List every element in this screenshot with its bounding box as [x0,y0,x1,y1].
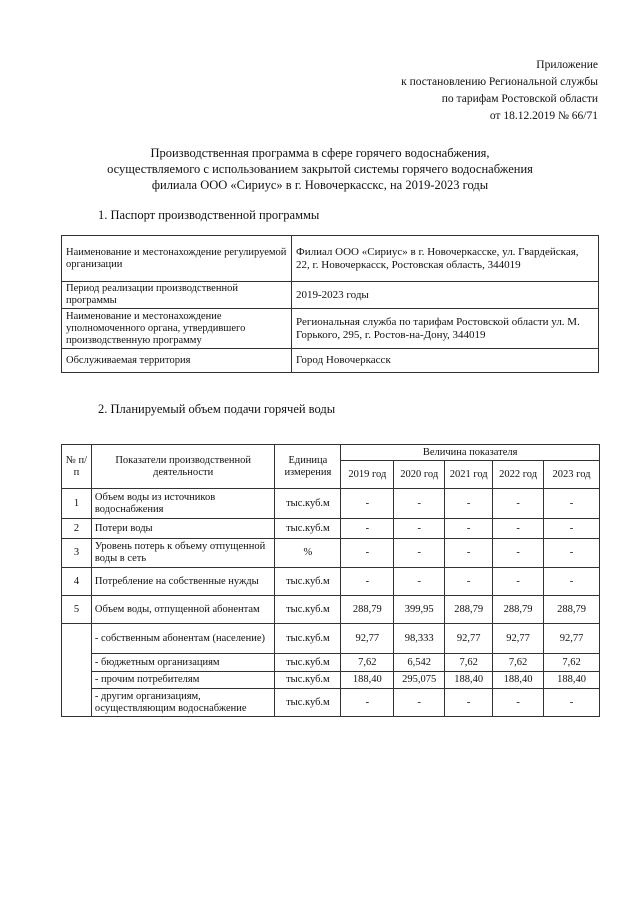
table-row [62,654,600,672]
row-value: 288,79 [493,596,544,624]
appendix-line: Приложение [536,59,598,71]
row-value: - [394,519,445,539]
table-row [62,309,599,349]
row-unit: тыс.куб.м [275,596,341,624]
row-num: 5 [62,596,92,624]
row-value: 399,95 [394,596,445,624]
row-value: - [493,568,544,596]
row-value: - [493,539,544,568]
row-unit: тыс.куб.м [275,519,341,539]
header-indicator: Показатели производственной деятельности [91,445,275,489]
section-2-heading: 2. Планируемый объем подачи горячей воды [98,402,336,416]
row-value: - [445,568,493,596]
title-line: филиала ООО «Сириус» в г. Новочеркасскс, на 2019-2023 годы [151,178,489,192]
row-value: 188,40 [445,672,493,689]
row-num: 4 [62,568,92,596]
passport-label: Наименование и местонахождение регулируемой организации [62,236,292,282]
row-value: - [445,519,493,539]
title-line: Производственная программа в сфере горячего водоснабжения, [150,146,490,160]
table-row [62,519,600,539]
row-unit: тыс.куб.м [275,489,341,519]
row-value: - [394,489,445,519]
row-name: Объем воды, отпущенной абонентам [91,596,275,624]
row-value: - [394,568,445,596]
table-row [62,596,600,624]
passport-value: Региональная служба по тарифам Ростовской области ул. М. Горького, 295, г. Ростов-на-Дону, 344019 [292,309,599,349]
row-name: Уровень потерь к объему отпущенной воды в сеть [91,539,275,568]
row-name: Потери воды [91,519,275,539]
row-value: 92,77 [493,624,544,654]
passport-value: 2019-2023 годы [292,282,599,309]
row-name: Потребление на собственные нужды [91,568,275,596]
row-unit: тыс.куб.м [275,689,341,717]
row-num: 2 [62,519,92,539]
table-header-row [62,445,600,461]
row-value: - [493,689,544,717]
table-row [62,672,600,689]
row-value: 188,40 [493,672,544,689]
table-row [62,539,600,568]
row-value: - [341,539,394,568]
row-value: - [544,539,600,568]
row-name: Объем воды из источников водоснабжения [91,489,275,519]
row-value: 6,542 [394,654,445,672]
row-value: - [544,489,600,519]
row-value: 92,77 [445,624,493,654]
row-value: - [445,539,493,568]
row-unit: тыс.куб.м [275,672,341,689]
row-value: - [445,689,493,717]
row-value: 288,79 [544,596,600,624]
row-value: - [493,519,544,539]
appendix-line: к постановлению Региональной службы [401,76,598,88]
title-line: осуществляемого с использованием закрытой системы горячего водоснабжения [107,162,533,176]
row-value: - [544,519,600,539]
header-year: 2022 год [493,461,544,489]
row-value: 288,79 [445,596,493,624]
header-year: 2020 год [394,461,445,489]
row-value: - [394,689,445,717]
table-row [62,489,600,519]
appendix-block [401,57,598,125]
appendix-line: по тарифам Ростовской области [441,93,598,105]
passport-label: Наименование и местонахождение уполномоченного органа, утвердившего производственную программу [62,309,292,349]
row-unit: % [275,539,341,568]
header-year: 2021 год [445,461,493,489]
row-value: - [341,489,394,519]
passport-label: Период реализации производственной программы [62,282,292,309]
table-row [62,236,599,282]
row-name: - другим организациям, осуществляющим водоснабжение [91,689,275,717]
row-value: - [394,539,445,568]
table-row [62,624,600,654]
document-title [60,145,580,193]
header-year: 2023 год [544,461,600,489]
row-num [62,624,92,717]
section-1-heading: 1. Паспорт производственной программы [98,208,320,222]
row-name: - прочим потребителям [91,672,275,689]
volume-table [61,444,600,717]
row-value: 7,62 [341,654,394,672]
passport-value: Город Новочеркасск [292,349,599,373]
row-value: 188,40 [341,672,394,689]
row-value: 92,77 [341,624,394,654]
header-unit: Единица измерения [275,445,341,489]
row-value: 288,79 [341,596,394,624]
row-value: - [493,489,544,519]
row-value: - [341,519,394,539]
row-value: - [544,568,600,596]
row-unit: тыс.куб.м [275,568,341,596]
passport-label: Обслуживаемая территория [62,349,292,373]
row-unit: тыс.куб.м [275,624,341,654]
header-value-group: Величина показателя [341,445,600,461]
row-name: - собственным абонентам (население) [91,624,275,654]
row-value: 98,333 [394,624,445,654]
passport-value: Филиал ООО «Сириус» в г. Новочеркасске, ул. Гвардейская, 22, г. Новочеркасск, Ростовская область, 344019 [292,236,599,282]
header-num: № п/п [62,445,92,489]
row-value: 295,075 [394,672,445,689]
table-row [62,282,599,309]
row-value: 7,62 [445,654,493,672]
header-year: 2019 год [341,461,394,489]
row-value: 188,40 [544,672,600,689]
row-name: - бюджетным организациям [91,654,275,672]
appendix-date-line: от 18.12.2019 № 66/71 [489,110,598,122]
row-value: 7,62 [493,654,544,672]
row-value: - [341,568,394,596]
table-row [62,349,599,373]
row-num: 3 [62,539,92,568]
passport-table [61,235,599,373]
row-value: - [445,489,493,519]
row-value: 92,77 [544,624,600,654]
row-unit: тыс.куб.м [275,654,341,672]
row-value: - [341,689,394,717]
table-row [62,689,600,717]
row-num: 1 [62,489,92,519]
table-row [62,568,600,596]
row-value: - [544,689,600,717]
row-value: 7,62 [544,654,600,672]
